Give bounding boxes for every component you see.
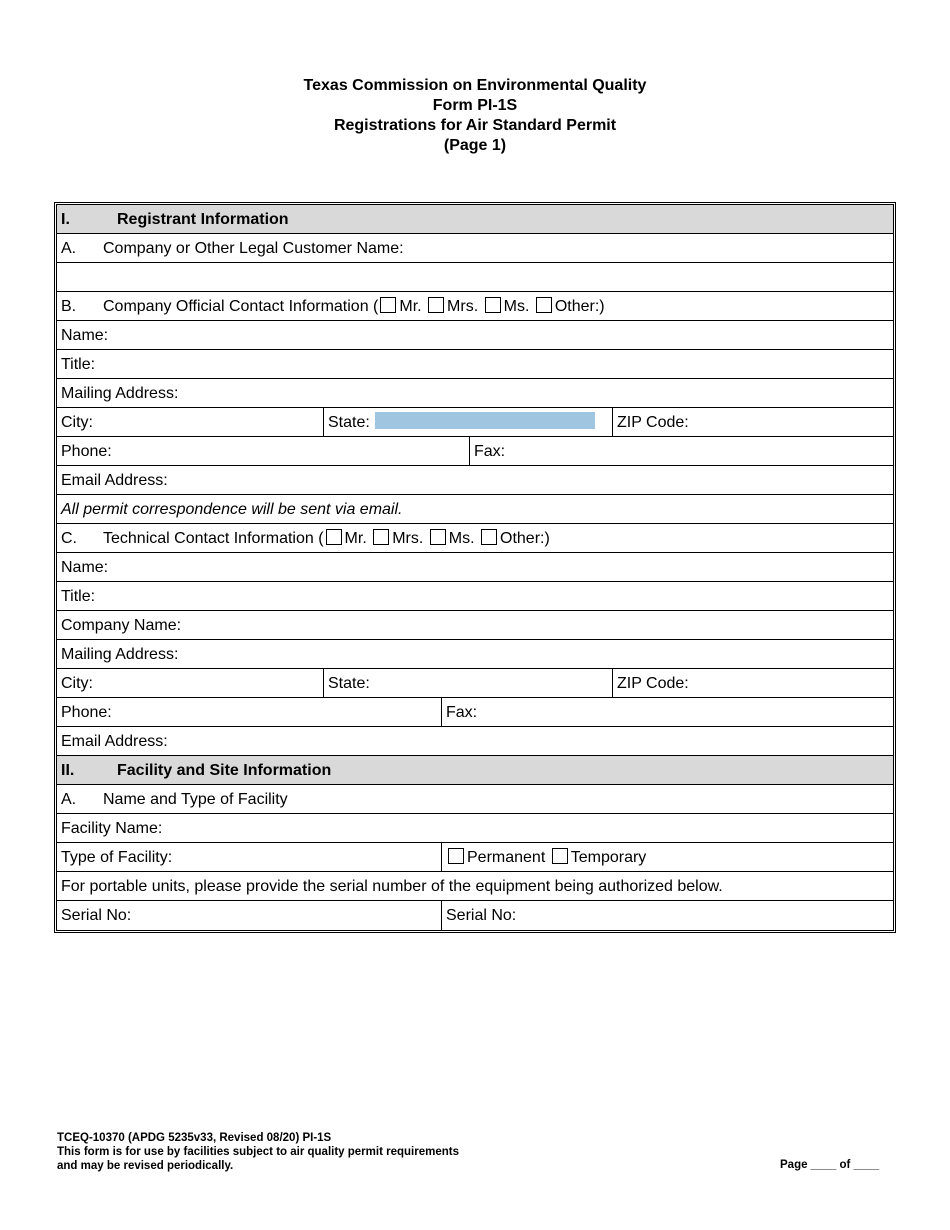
portable-note: For portable units, please provide the serial number of the equipment being authorized below. (61, 878, 723, 895)
section-2-header (57, 756, 893, 785)
official-phone-fax-row (57, 437, 893, 466)
footer-note-1: This form is for use by facilities subject to air quality permit requirements (57, 1146, 459, 1158)
tech-mr-checkbox[interactable] (326, 529, 342, 545)
official-name-field[interactable]: Name: (57, 321, 893, 350)
tech-mrs-checkbox[interactable] (373, 529, 389, 545)
facility-type-heading: Name and Type of Facility (103, 791, 288, 808)
state-field-highlight (375, 412, 595, 429)
customer-name-field[interactable] (57, 263, 893, 292)
tech-phone-fax-row (57, 698, 893, 727)
tech-other-title-field[interactable] (550, 531, 835, 553)
temporary-checkbox[interactable] (552, 848, 568, 864)
official-city-field[interactable]: City: (61, 414, 93, 431)
serial-number-field-2[interactable]: Serial No: (441, 901, 893, 930)
section-2-number: II. (61, 762, 75, 779)
footer-note-2: and may be revised periodically. (57, 1160, 234, 1172)
tech-city-state-zip-row (57, 669, 893, 698)
tech-mailing-field[interactable]: Mailing Address: (57, 640, 893, 669)
tech-zip-field[interactable]: ZIP Code: (612, 669, 893, 698)
permanent-checkbox[interactable] (448, 848, 464, 864)
page-number: Page ____ of ____ (780, 1159, 880, 1171)
serial-number-field-1[interactable]: Serial No: (61, 907, 132, 924)
technical-contact-label: Technical Contact Information ( (103, 530, 324, 547)
section-1-header (57, 205, 893, 234)
tech-state-field[interactable]: State: (323, 669, 612, 698)
technical-contact-row: C. Technical Contact Information ( Mr. Mrs. Ms. Other:) (57, 524, 893, 553)
facility-type-row: Type of Facility: Permanent Temporary (57, 843, 893, 872)
agency-title: Texas Commission on Environmental Quality (303, 77, 647, 94)
official-phone-field[interactable]: Phone: (61, 443, 112, 460)
official-state-field[interactable]: State: (323, 408, 612, 437)
tech-title-field[interactable]: Title: (57, 582, 893, 611)
tech-other-checkbox[interactable] (481, 529, 497, 545)
section-2-title: Facility and Site Information (117, 762, 332, 779)
other-checkbox[interactable] (536, 297, 552, 313)
tech-phone-field[interactable]: Phone: (61, 704, 112, 721)
official-zip-field[interactable]: ZIP Code: (612, 408, 893, 437)
form-header (0, 76, 950, 156)
official-contact-label: Company Official Contact Information ( (103, 298, 379, 315)
official-mailing-field[interactable]: Mailing Address: (57, 379, 893, 408)
official-title-field[interactable]: Title: (57, 350, 893, 379)
official-contact-row: B. Company Official Contact Information ( Mr. Mrs. Ms. Other:) (57, 292, 893, 321)
form-title: Registrations for Air Standard Permit (333, 117, 617, 134)
tech-email-field[interactable]: Email Address: (57, 727, 893, 756)
tech-company-field[interactable]: Company Name: (57, 611, 893, 640)
facility-type-label: Type of Facility: (61, 849, 173, 866)
official-city-state-zip-row (57, 408, 893, 437)
tech-city-field[interactable]: City: (61, 675, 93, 692)
form-id: TCEQ-10370 (APDG 5235v33, Revised 08/20) PI-1S (57, 1132, 332, 1144)
email-note-row (57, 495, 893, 524)
form-footer (57, 1131, 459, 1173)
ms-checkbox[interactable] (485, 297, 501, 313)
other-title-field[interactable] (605, 299, 835, 321)
facility-type-heading-row: A. Name and Type of Facility (57, 785, 893, 814)
customer-name-label-row: A. Company or Other Legal Customer Name: (57, 234, 893, 263)
tech-ms-checkbox[interactable] (430, 529, 446, 545)
customer-name-label: Company or Other Legal Customer Name: (103, 240, 404, 257)
facility-name-field[interactable]: Facility Name: (57, 814, 893, 843)
mr-checkbox[interactable] (380, 297, 396, 313)
section-1-title: Registrant Information (117, 211, 289, 228)
section-1-number: I. (61, 211, 70, 228)
page-label: (Page 1) (443, 137, 507, 154)
mrs-checkbox[interactable] (428, 297, 444, 313)
serial-number-row (57, 901, 893, 930)
form-number: Form PI-1S (432, 97, 518, 114)
registration-form (54, 202, 896, 933)
tech-name-field[interactable]: Name: (57, 553, 893, 582)
tech-fax-field[interactable]: Fax: (441, 698, 893, 727)
portable-note-row (57, 872, 893, 901)
email-note: All permit correspondence will be sent via email. (61, 501, 403, 518)
official-email-field[interactable]: Email Address: (57, 466, 893, 495)
official-fax-field[interactable]: Fax: (469, 437, 893, 466)
